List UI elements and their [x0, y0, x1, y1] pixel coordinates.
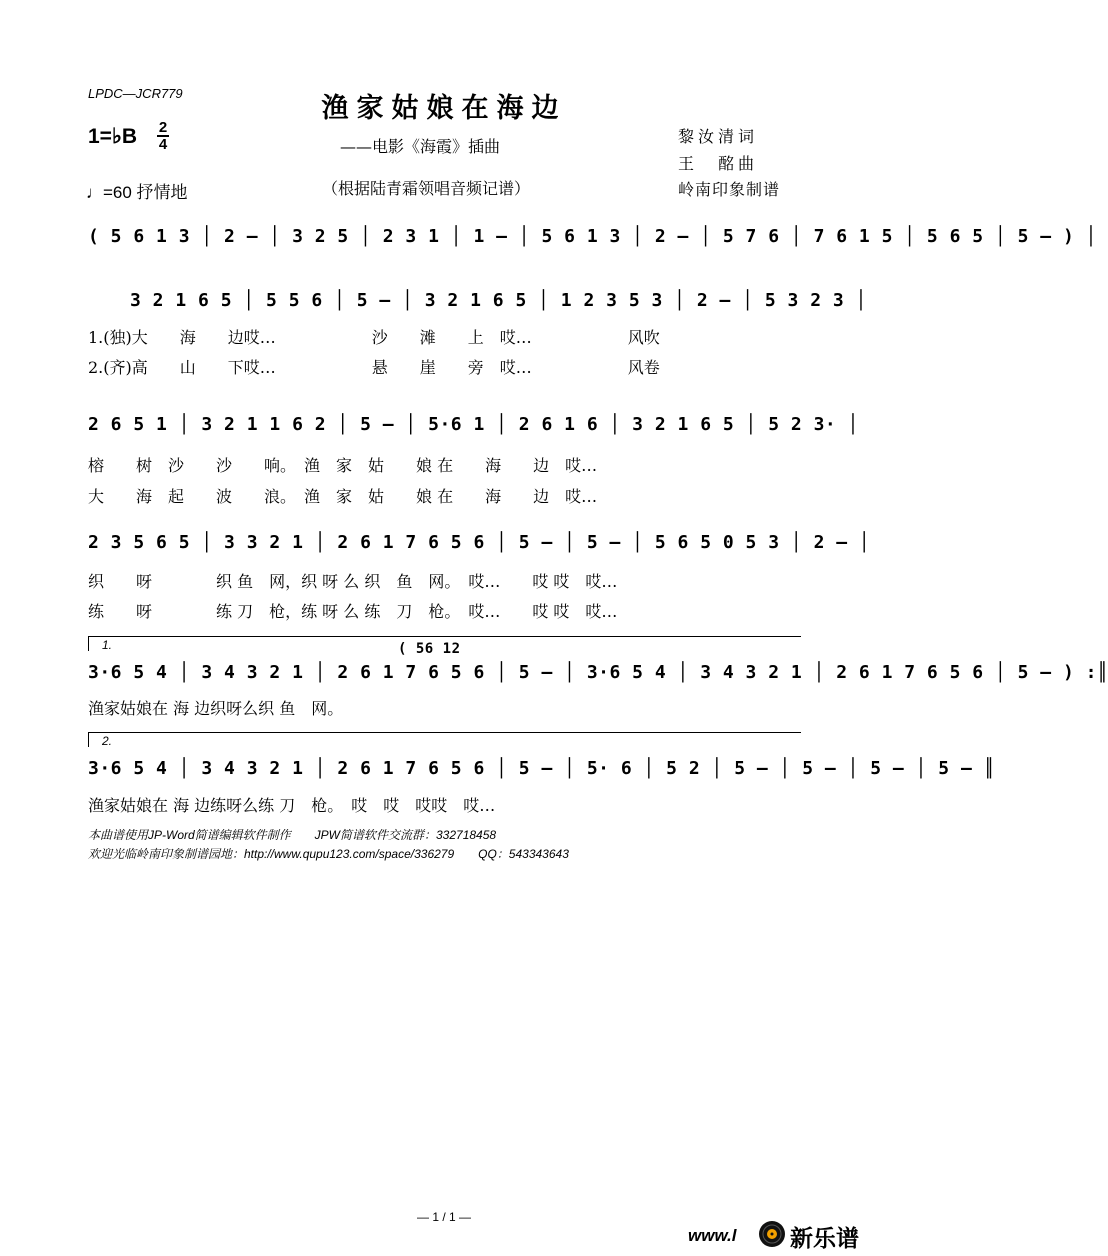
score-row-5: 3·6 5 4 │ 3 4 3 2 1 │ 2 6 1 7 6 5 6 │ 5 – │ 3·6 5 4 │ 3 4 3 2 1 │ 2 6 1 7 6 5 6 │ 5 – ) :║ [88, 662, 1108, 683]
score-row-2: 3 2 1 6 5 │ 5 5 6 │ 5 – │ 3 2 1 6 5 │ 1 2 3 5 3 │ 2 – │ 5 3 2 3 │ [130, 290, 867, 311]
lyricist-credit: 黎汝清词 [678, 127, 759, 146]
lyric-row-5: 渔家姑娘在 海 边织呀么织 鱼 网。 [88, 699, 344, 718]
lyric-row-2-verse-2: 2.(齐)高 山 下哎… 悬 崖 旁 哎… 风卷 [88, 358, 660, 377]
score-row-1: ( 5 6 1 3 │ 2 – │ 3 2 5 │ 2 3 1 │ 1 – │ 5 6 1 3 │ 2 – │ 5 7 6 │ 7 6 1 5 │ 5 6 5 │ 5 – ) │ [88, 226, 1097, 247]
software-note: 本曲谱使用JP-Word简谱编辑软件制作 JPW简谱软件交流群：332718458 [88, 828, 497, 842]
arranger-credit: 岭南印象制谱 [678, 180, 781, 199]
composer-credit: 王 酩曲 [678, 154, 759, 173]
lyric-row-3-verse-2: 大 海 起 波 浪。 渔 家 姑 娘 在 海 边 哎… [88, 487, 598, 506]
score-row-3: 2 6 5 1 │ 3 2 1 1 6 2 │ 5 – │ 5·6 1 │ 2 6 1 6 │ 3 2 1 6 5 │ 5 2 3· │ [88, 414, 859, 435]
tempo-marking [86, 178, 188, 203]
grace-notes: ( 56 12 [398, 641, 461, 657]
time-signature [157, 120, 169, 152]
source-note: （根据陆青霜领唱音频记谱） [322, 179, 531, 198]
lyric-row-2-verse-1: 1.(独)大 海 边哎… 沙 滩 上 哎… 风吹 [88, 328, 660, 347]
lyric-row-3-verse-1: 榕 树 沙 沙 响。 渔 家 姑 娘 在 海 边 哎… [88, 456, 598, 475]
tempo-text: =60 抒情地 [103, 183, 188, 202]
time-signature-top: 2 [158, 119, 168, 136]
subtitle: ——电影《海霞》插曲 [340, 137, 501, 156]
watermark-url: www.l [688, 1226, 737, 1245]
watermark-brand: 新乐谱 [790, 1226, 859, 1252]
score-row-4: 2 3 5 6 5 │ 3 3 2 1 │ 2 6 1 7 6 5 6 │ 5 – │ 5 – │ 5 6 5 0 5 3 │ 2 – │ [88, 532, 871, 553]
page-number: — 1 / 1 — [416, 1210, 472, 1224]
second-ending-bracket [88, 732, 801, 747]
key-signature: 1=♭B [88, 125, 138, 148]
score-row-6: 3·6 5 4 │ 3 4 3 2 1 │ 2 6 1 7 6 5 6 │ 5 – │ 5· 6 │ 5 2 │ 5 – │ 5 – │ 5 – │ 5 – ║ [88, 758, 995, 779]
vinyl-record-icon [758, 1220, 786, 1248]
score-code: LPDC—JCR779 [88, 86, 183, 101]
website-note: 欢迎光临岭南印象制谱园地：http://www.qupu123.com/space/336279 QQ：543343643 [88, 847, 569, 861]
lyric-row-4-verse-2: 练 呀 练 刀 枪，练 呀 么 练 刀 枪。 哎… 哎 哎 哎… [88, 602, 618, 621]
quarter-note-icon: ♩ [86, 183, 103, 202]
lyric-row-6: 渔家姑娘在 海 边练呀么练 刀 枪。 哎 哎 哎哎 哎… [88, 796, 496, 815]
second-ending-number: 2. [102, 734, 113, 748]
time-signature-bottom: 4 [158, 136, 168, 153]
lyric-row-4-verse-1: 织 呀 织 鱼 网，织 呀 么 织 鱼 网。 哎… 哎 哎 哎… [88, 572, 618, 591]
song-title: 渔家姑娘在海边 [321, 93, 567, 124]
first-ending-number: 1. [102, 638, 113, 652]
